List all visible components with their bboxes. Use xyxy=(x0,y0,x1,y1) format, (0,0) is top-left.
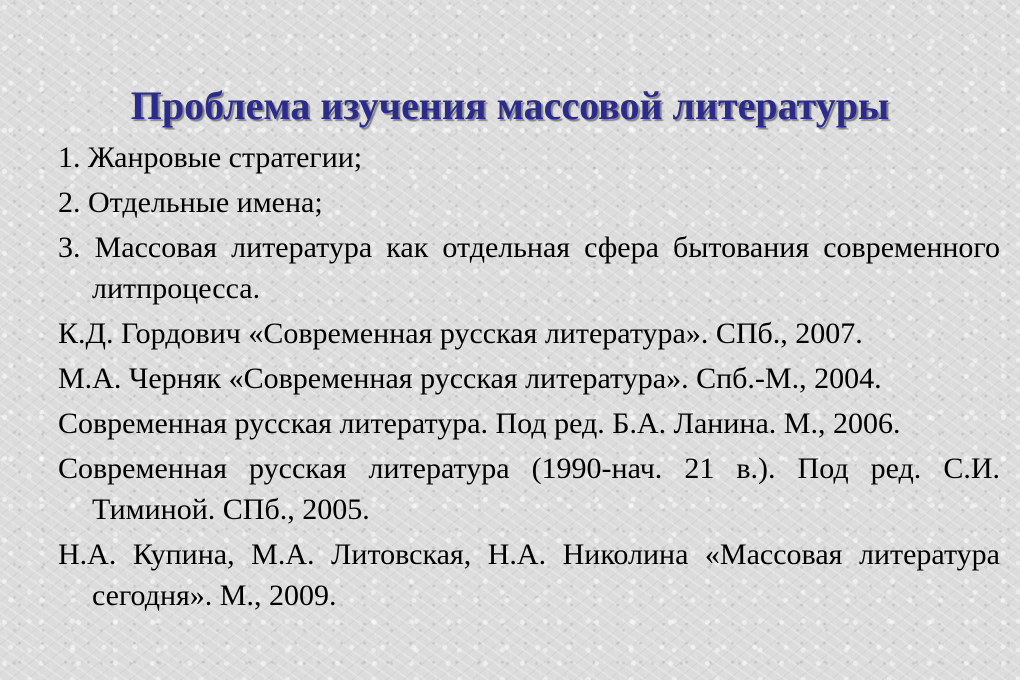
list-item-mass-literature-sphere: 3. Массовая литература как отдельная сфера бытования современного литпроцесса. xyxy=(58,231,1000,305)
slide-title: Проблема изучения массовой литературы xyxy=(130,83,890,128)
slide-content xyxy=(58,137,1000,620)
reference-chernyak: М.А. Черняк «Современная русская литература». Спб.-М., 2004. xyxy=(58,362,882,395)
reference-kupina: Н.А. Купина, М.А. Литовская, Н.А. Николина «Массовая литература сегодня». М., 2009. xyxy=(58,538,1000,612)
reference-gordovich: К.Д. Гордович «Современная русская литература». СПб., 2007. xyxy=(58,317,863,350)
reference-timina: Современная русская литература (1990-нач. 21 в.). Под ред. С.И. Тиминой. СПб., 2005. xyxy=(58,452,1000,526)
reference-lanin: Современная русская литература. Под ред. Б.А. Ланина. М., 2006. xyxy=(58,407,901,440)
list-item-genre-strategies: 1. Жанровые стратегии; xyxy=(58,141,363,174)
list-item-individual-names: 2. Отдельные имена; xyxy=(58,186,323,219)
